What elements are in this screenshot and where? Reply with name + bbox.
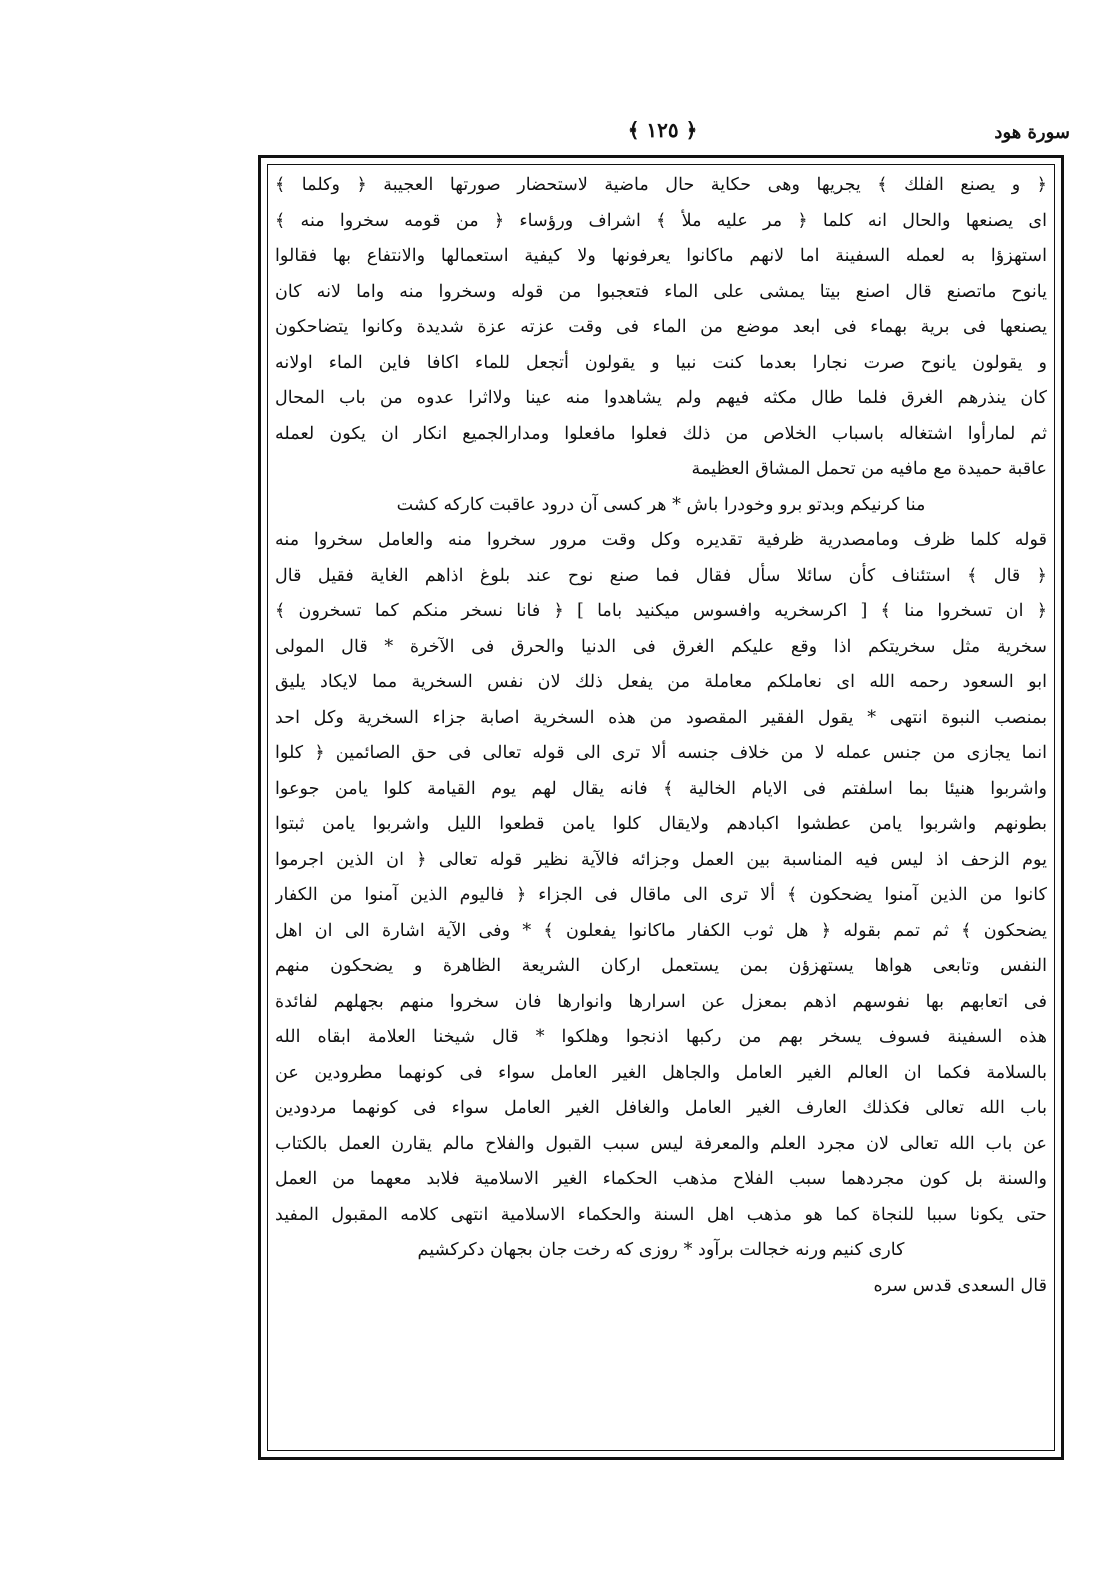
text-line: و يقولون يانوح صرت نجارا بعدما كنت نبيا و يقولون أتجعل للماء اكافا فاين الماء اولانه — [275, 352, 1047, 373]
page-number: ﴿ ١٢٥ ﴾ — [627, 118, 698, 142]
text-line: يوم الزحف اذ ليس فيه المناسبة بين العمل وجزائه فالآية نظير قوله تعالى ﴿ ان الذين اجرموا — [275, 849, 1047, 870]
text-line: اى يصنعها والحال انه كلما ﴿ مر عليه ملأ ﴾ اشراف ورؤساء ﴿ من قومه سخروا منه ﴾ — [275, 210, 1047, 231]
text-line: ﴿ ان تسخروا منا ﴾ [ اكرسخريه وافسوس ميكنيد باما ] ﴿ فانا نسخر منكم كما تسخرون ﴾ — [275, 601, 1047, 621]
text-line: باب الله تعالى فكذلك العارف الغير العامل والغافل الغير العامل سواء فى كونهما مردودين — [275, 1098, 1047, 1118]
page-body — [275, 168, 1047, 1447]
text-line: واشربوا هنيئا بما اسلفتم فى الايام الخالية ﴾ فانه يقال لهم يوم القيامة كلوا يامن جوعوا — [275, 778, 1047, 799]
text-line: والسنة بل كون مجردهما سبب الفلاح مذهب الحكماء الغير الاسلامية فلابد معهما من العمل — [275, 1169, 1047, 1189]
text-line: عاقبة حميدة مع مافيه من تحمل المشاق العظيمة — [691, 459, 1047, 479]
text-line: حتى يكونا سببا للنجاة كما هو مذهب اهل السنة والحكماء الاسلامية انتهى كلامه المقبول المفيد — [275, 1204, 1047, 1225]
text-line: فى اتعابهم بها نفوسهم اذهم بمعزل عن اسرارها وانوارها فان سخروا منهم بجهلهم لفائدة — [275, 991, 1047, 1012]
text-line: عن باب الله تعالى لان مجرد العلم والمعرفة ليس سبب القبول والفلاح مالم يقارن العمل بالكتاب — [275, 1133, 1047, 1154]
text-line: بطونهم واشربوا يامن عطشوا اكبادهم ولايقال كلوا يامن قطعوا الليل واشربوا يامن ثبتوا — [275, 814, 1047, 834]
text-line: انما يجازى من جنس عمله لا من خلاف جنسه ألا ترى الى قوله تعالى فى حق الصائمين ﴿ كلوا — [275, 743, 1047, 763]
text-line: ﴿ قال ﴾ استئناف كأن سائلا سأل فقال فما صنع نوح عند بلوغ اذاهم الغاية فقيل قال — [275, 565, 1047, 586]
text-line: سخرية مثل سخريتكم اذا وقع عليكم الغرق فى الدنيا والحرق فى الآخرة * قال المولى — [275, 636, 1047, 657]
text-line: يانوح ماتصنع قال اصنع بيتا يمشى على الماء فتعجبوا من قوله وسخروا منه واما لانه كان — [275, 281, 1047, 302]
page-header — [255, 118, 1070, 148]
text-line: يصنعها فى برية بهماء فى ابعد موضع من الماء فى وقت عزته عزة شديدة وكانوا يتضاحكون — [275, 317, 1047, 337]
text-line: استهزؤا به لعمله السفينة اما لانهم ماكانوا يعرفونها ولا كيفية استعمالها والانتفاع بها فقالوا — [275, 246, 1047, 266]
attribution-line: قال السعدى قدس سره — [873, 1275, 1047, 1296]
text-line: هذه السفينة فسوف يسخر بهم من ركبها اذنجوا وهلكوا * قال شيخنا العلامة ابقاه الله — [275, 1027, 1047, 1047]
text-line: كانوا من الذين آمنوا يضحكون ﴾ ألا ترى الى ماقال فى الجزاء ﴿ فاليوم الذين آمنوا من الكفار — [275, 885, 1047, 905]
poem-line: كارى كنيم ورنه خجالت برآود * روزى كه رخت جان بجهان دكركشيم — [417, 1240, 905, 1260]
poem-line: منا كرنيكم وبدتو برو وخودرا باش * هر كسى آن درود عاقبت كاركه كشت — [396, 494, 926, 515]
text-line: بالسلامة فكما ان العالم الغير العامل والجاهل الغير العامل سواء فى كونهما مطرودين عن — [275, 1062, 1047, 1083]
surah-title: سورة هود — [994, 122, 1070, 143]
text-line: النفس وتابعى هواها يستهزؤن بمن يستعمل اركان الشريعة الظاهرة و يضحكون منهم — [275, 956, 1047, 976]
text-line: بمنصب النبوة انتهى * يقول الفقير المقصود من هذه السخرية اصابة جزاء السخرية وكل احد — [275, 707, 1047, 728]
text-line: قوله كلما ظرف ومامصدرية ظرفية تقديره وكل وقت مرور سخروا منه والعامل سخروا منه — [275, 530, 1047, 550]
text-line: ابو السعود رحمه الله اى نعاملكم معاملة من يفعل ذلك لان نفس السخرية مما لايكاد يليق — [275, 672, 1047, 692]
text-line: ثم لمارأوا اشتغاله باسباب الخلاص من ذلك فعلوا مافعلوا ومدارالجميع انكار ان يكون لعمله — [275, 423, 1047, 444]
text-line: كان ينذرهم الغرق فلما طال مكثه فيهم ولم يشاهدوا منه عينا ولااثرا عدوه من باب المحال — [275, 388, 1047, 408]
text-line: يضحكون ﴾ ثم تمم بقوله ﴿ هل ثوب الكفار ماكانوا يفعلون ﴾ * وفى الآية اشارة الى ان اهل — [275, 920, 1047, 941]
text-line: ﴿ و يصنع الفلك ﴾ يجريها وهى حكاية حال ماضية لاستحضار صورتها العجيبة ﴿ وكلما ﴾ — [275, 175, 1047, 195]
text-frame — [258, 155, 1064, 1460]
